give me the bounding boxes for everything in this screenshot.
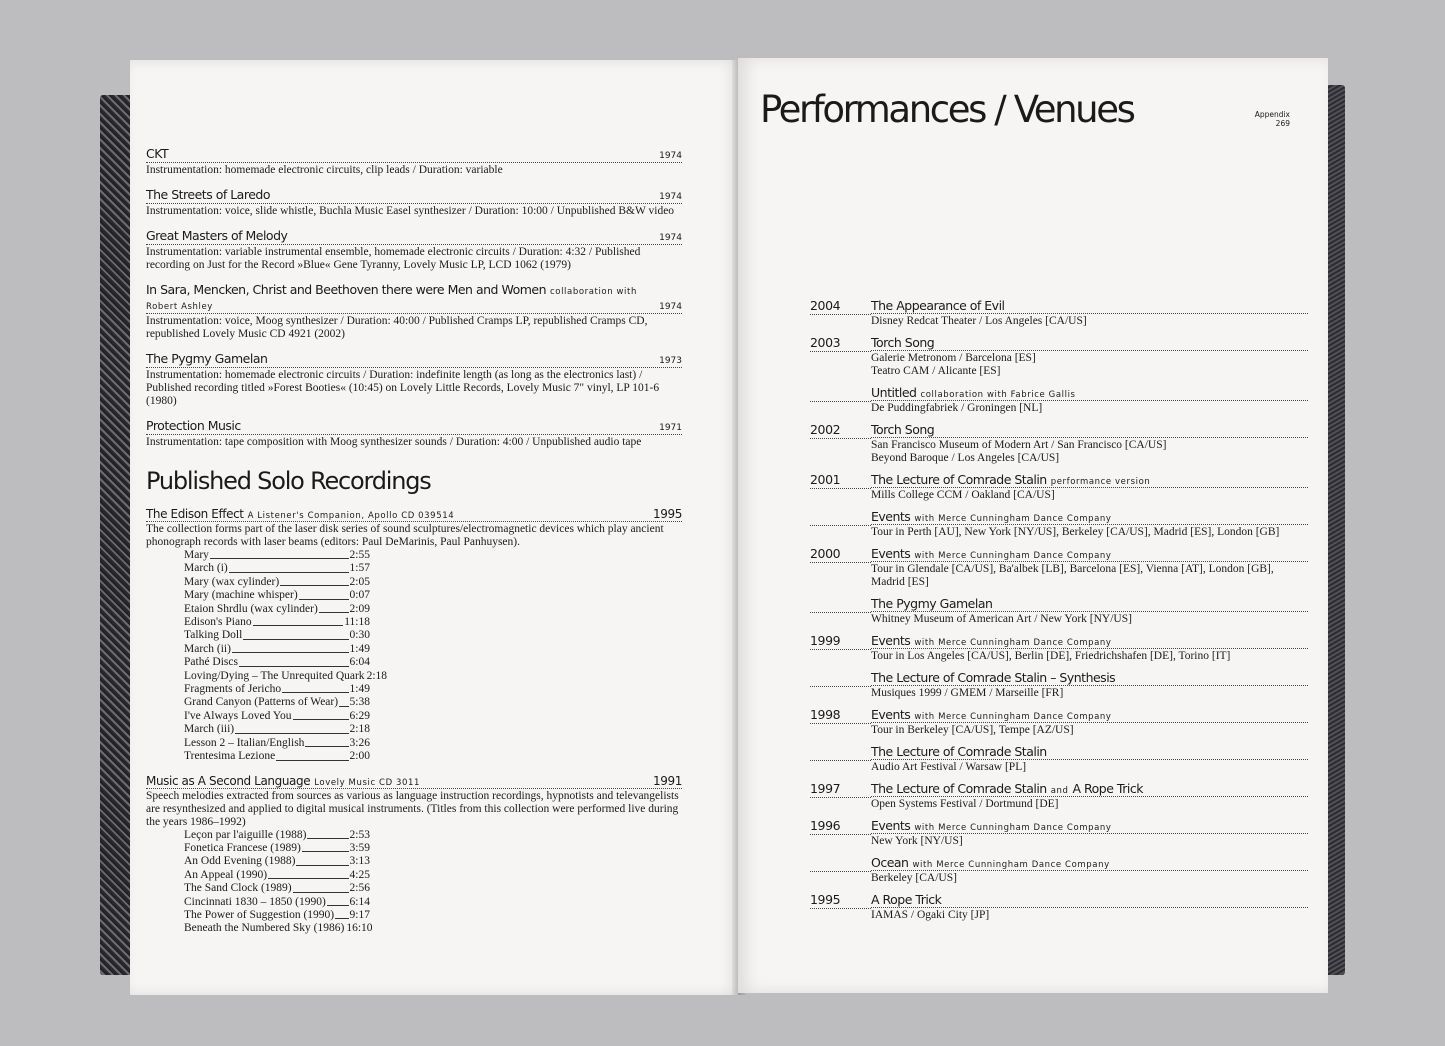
track-leader [307, 829, 348, 839]
track-duration: 1:49 [349, 642, 370, 655]
track-leader [293, 882, 349, 892]
track-duration: 2:05 [349, 575, 370, 588]
performance-year: 1997 [810, 781, 871, 798]
track-name: Loving/Dying – The Unrequited Quark [184, 669, 365, 682]
performance-body [871, 818, 1308, 848]
performance-entry [810, 509, 1308, 539]
performance-year: 1996 [810, 818, 871, 835]
venue-line: Mills College CCM / Oakland [CA/US] [871, 489, 1055, 501]
venue-line: San Francisco Museum of Modern Art / San Francisco [CA/US] [871, 439, 1167, 451]
work-title-group [146, 228, 287, 243]
performance-collab: collaboration with Fabrice Gallis [920, 390, 1076, 400]
track-leader [299, 589, 349, 599]
performance-year: 2003 [810, 335, 871, 352]
track-leader [232, 643, 349, 653]
track-duration: 1:49 [349, 683, 370, 696]
venue-line: Open Systems Festival / Dortmund [DE] [871, 798, 1059, 810]
track-leader [268, 869, 349, 879]
work-title-row [146, 187, 682, 204]
performance-body [871, 707, 1308, 737]
track-name: Fonetica Francese (1989) [184, 841, 301, 854]
performance-title: Torch Song [871, 422, 935, 437]
performance-year [810, 509, 871, 526]
venue-line: Tour in Glendale [CA/US], Ba'albek [LB], Barcelona [ES], Vienna [AT], London [GB], Madrid [ES] [871, 563, 1274, 588]
performance-entry [810, 298, 1308, 328]
track-row [184, 616, 370, 629]
performance-collab: with Merce Cunningham Dance Company [914, 551, 1112, 561]
performance-title: The Lecture of Comrade Stalin – Synthesis [871, 670, 1116, 685]
performance-body [871, 472, 1308, 502]
track-name: The Power of Suggestion (1990) [184, 908, 335, 921]
track-leader [243, 629, 348, 639]
track-name: March (ii) [184, 642, 231, 655]
performance-venues [871, 833, 1308, 848]
venue-line: Beyond Baroque / Los Angeles [CA/US] [871, 452, 1060, 464]
performance-title: Events [871, 633, 911, 648]
recording-entry [146, 507, 682, 764]
track-row [184, 549, 370, 562]
track-name: The Sand Clock (1989) [184, 882, 292, 895]
track-row [184, 589, 370, 602]
performance-entry [810, 385, 1308, 415]
performance-body [871, 670, 1308, 700]
performance-body [871, 509, 1308, 539]
track-duration: 5:38 [349, 696, 370, 709]
track-leader [302, 842, 349, 852]
track-name: Beneath the Numbered Sky (1986) [184, 922, 345, 935]
track-row [184, 710, 370, 723]
venue-line: Musiques 1999 / GMEM / Marseille [FR] [871, 687, 1064, 699]
track-row [184, 562, 370, 575]
recording-title: Music as A Second Language [146, 773, 311, 788]
venue-line: Berkeley [CA/US] [871, 872, 957, 884]
performance-entry [810, 472, 1308, 502]
appendix-label: Appendix [1254, 110, 1290, 119]
performance-venues [871, 524, 1308, 539]
work-year: 1974 [659, 151, 682, 161]
performance-body [871, 855, 1308, 885]
track-leader [319, 603, 349, 613]
performance-year: 2002 [810, 422, 871, 439]
track-row [184, 750, 370, 763]
performance-title: The Lecture of Comrade Stalin [871, 744, 1047, 759]
track-leader [235, 723, 348, 733]
venue-line: IAMAS / Ogaki City [JP] [871, 909, 990, 921]
track-duration: 1:57 [349, 562, 370, 575]
work-entry [146, 187, 682, 218]
performance-body [871, 744, 1308, 774]
track-duration: 2:18 [366, 669, 388, 682]
track-row [184, 855, 370, 868]
track-list [184, 549, 388, 764]
performance-collab: performance version [1050, 477, 1151, 487]
venue-line: Tour in Perth [AU], New York [NY/US], Berkeley [CA/US], Madrid [ES], London [GB] [871, 526, 1280, 538]
left-page [130, 60, 738, 995]
venue-line: Audio Art Festival / Warsaw [PL] [871, 761, 1027, 773]
work-title-row [146, 146, 682, 163]
track-leader [239, 656, 349, 666]
track-leader [253, 616, 344, 626]
recording-description: Speech melodies extracted from sources as various as language instruction recordings, hypnotists and televangelists are resynthesized and applied to digital musical instruments. (Titles from this collection were performed live during the years 1986–1992) [146, 789, 679, 828]
performance-entry [810, 744, 1308, 774]
venue-line: Whitney Museum of American Art / New York [NY/US] [871, 613, 1132, 625]
performance-collab: with Merce Cunningham Dance Company [914, 823, 1112, 833]
recordings-list [146, 507, 682, 936]
track-row [184, 737, 370, 750]
section-title: Published Solo Recordings [146, 467, 431, 495]
track-name: Edison's Piano [184, 616, 252, 629]
performance-title: Events [871, 509, 911, 524]
performance-year: 1999 [810, 633, 871, 650]
performance-title-row [871, 670, 1308, 685]
recording-description: The collection forms part of the laser disk series of sound sculptures/electromagnetic devices which play ancient phonograph records with laser beams (editors: Paul DeMarinis, Paul Panhuysen). [146, 523, 664, 548]
performance-venues [871, 870, 1308, 885]
track-row [184, 869, 370, 882]
track-leader [229, 562, 349, 572]
track-duration: 2:18 [349, 723, 370, 736]
work-description: Instrumentation: variable instrumental ensemble, homemade electronic circuits / Duration: 4:32 / Published recording on Just for the Record »Blue« Gene Tyranny, Lovely Music LP, LCD 1062 (1979) [146, 246, 641, 271]
track-duration: 3:13 [349, 855, 370, 868]
performance-title-row [871, 781, 1308, 796]
performance-year: 1995 [810, 892, 871, 909]
work-title-row [146, 282, 682, 314]
performance-venues [871, 400, 1308, 415]
track-name: I've Always Loved You [184, 709, 292, 722]
track-leader [276, 750, 348, 760]
track-name: An Appeal (1990) [184, 868, 268, 881]
track-row [184, 896, 370, 909]
track-list [184, 828, 373, 936]
track-duration: 6:29 [349, 709, 370, 722]
recording-year: 1991 [653, 773, 682, 788]
track-row [184, 842, 370, 855]
performance-title-row [871, 855, 1308, 870]
work-entry [146, 228, 682, 272]
venue-line: Tour in Berkeley [CA/US], Tempe [AZ/US] [871, 724, 1074, 736]
performance-entry [810, 670, 1308, 700]
performance-title-row [871, 892, 1308, 907]
track-name: Etaion Shrdlu (wax cylinder) [184, 602, 318, 615]
performance-entry [810, 892, 1308, 922]
work-title: The Streets of Laredo [146, 187, 270, 202]
track-duration: 6:04 [349, 656, 370, 669]
work-description: Instrumentation: tape composition with Moog synthesizer sounds / Duration: 4:00 / Unpublished audio tape [146, 436, 642, 448]
work-year: 1974 [659, 192, 682, 202]
track-name: Mary (wax cylinder) [184, 575, 280, 588]
track-row [184, 723, 370, 736]
recording-label: Lovely Music CD 3011 [314, 777, 421, 788]
performance-title: Untitled [871, 385, 917, 400]
performance-entry [810, 633, 1308, 663]
work-title-row [146, 351, 682, 368]
performance-entry [810, 781, 1308, 811]
left-page-content [146, 146, 682, 946]
track-duration: 9:17 [349, 908, 370, 921]
track-name: Pathé Discs [184, 656, 238, 669]
track-row [184, 669, 388, 683]
work-entry [146, 146, 682, 177]
performance-title: Torch Song [871, 335, 935, 350]
performance-venues [871, 648, 1308, 663]
track-name: March (i) [184, 562, 228, 575]
performance-title: The Appearance of Evil [871, 298, 1005, 313]
performance-title: The Pygmy Gamelan [871, 596, 993, 611]
venue-line: Galerie Metronom / Barcelona [ES] [871, 352, 1036, 364]
page-number: 269 [1275, 119, 1290, 128]
work-title-group [146, 187, 270, 202]
performance-title-row [871, 385, 1308, 400]
track-duration: 2:53 [349, 828, 370, 841]
track-row [184, 656, 370, 669]
recording-entry [146, 774, 682, 936]
performance-title-row [871, 818, 1308, 833]
performance-title-row [871, 298, 1308, 313]
track-name: Leçon par l'aiguille (1988) [184, 828, 307, 841]
track-duration: 6:14 [349, 895, 370, 908]
track-name: Mary (machine whisper) [184, 589, 298, 602]
performance-year [810, 855, 871, 872]
track-leader [210, 549, 349, 559]
performance-year [810, 670, 871, 687]
work-title-group [146, 282, 659, 312]
performance-title-row [871, 472, 1308, 487]
track-row [184, 909, 370, 922]
work-entry [146, 282, 682, 341]
work-year: 1974 [659, 302, 682, 312]
performance-venues [871, 796, 1308, 811]
performance-year: 2001 [810, 472, 871, 489]
performance-year [810, 744, 871, 761]
works-list [146, 146, 682, 449]
recording-year: 1995 [653, 507, 682, 521]
work-description: Instrumentation: voice, Moog synthesizer / Duration: 40:00 / Published Cramps LP, republished Cramps CD, republished Lovely Music CD 4921 (2002) [146, 315, 648, 340]
performance-collab: with Merce Cunningham Dance Company [914, 638, 1112, 648]
performance-venues [871, 487, 1308, 502]
track-row [184, 696, 370, 709]
work-year: 1971 [659, 423, 682, 433]
performance-year: 1998 [810, 707, 871, 724]
performance-title-row [871, 422, 1308, 437]
performance-entry [810, 422, 1308, 465]
track-leader [327, 896, 349, 906]
performance-body [871, 546, 1308, 589]
track-leader [296, 855, 348, 865]
performance-title: Events [871, 707, 911, 722]
performances-list [810, 298, 1308, 929]
track-row [184, 629, 370, 642]
track-leader [339, 696, 348, 706]
track-row [184, 643, 370, 656]
right-page [738, 58, 1328, 993]
track-duration: 0:07 [349, 589, 370, 602]
book-edge-left [100, 95, 134, 975]
performance-entry [810, 818, 1308, 848]
page-title: Performances / Venues [760, 88, 1134, 131]
work-title: Protection Music [146, 418, 241, 433]
track-name: Lesson 2 – Italian/English [184, 736, 305, 749]
track-duration: 0:30 [349, 629, 370, 642]
performance-collab: with Merce Cunningham Dance Company [914, 712, 1112, 722]
track-name: Talking Doll [184, 629, 243, 642]
work-title-group [146, 418, 241, 433]
work-description: Instrumentation: voice, slide whistle, Buchla Music Easel synthesizer / Duration: 10:00 / Unpublished B&W video [146, 205, 675, 217]
work-title-row [146, 418, 682, 435]
work-entry [146, 351, 682, 408]
recording-title-row [146, 774, 682, 789]
track-name: An Odd Evening (1988) [184, 855, 296, 868]
performance-entry [810, 335, 1308, 378]
performance-entry [810, 707, 1308, 737]
track-leader [293, 710, 349, 720]
track-duration: 2:56 [349, 882, 370, 895]
work-title-group [146, 351, 267, 366]
performance-title-row [871, 633, 1308, 648]
performance-year [810, 596, 871, 613]
performance-title-row [871, 509, 1308, 524]
work-entry [146, 418, 682, 449]
performance-title: The Lecture of Comrade Stalin [871, 781, 1047, 796]
performance-year [810, 385, 871, 402]
performance-entry [810, 546, 1308, 589]
work-title: In Sara, Mencken, Christ and Beethoven there were Men and Women [146, 282, 547, 297]
venue-line: Tour in Los Angeles [CA/US], Berlin [DE], Friedrichshafen [DE], Torino [IT] [871, 650, 1231, 662]
performance-body [871, 781, 1308, 811]
track-row [184, 683, 370, 696]
page-folio [1255, 110, 1290, 128]
performance-title-row [871, 744, 1308, 759]
performance-title-extra: A Rope Trick [1072, 781, 1143, 796]
track-leader [280, 576, 348, 586]
performance-title-row [871, 707, 1308, 722]
performance-title-row [871, 335, 1308, 350]
performance-venues [871, 313, 1308, 328]
performance-title: Events [871, 818, 911, 833]
track-row [184, 922, 373, 935]
performance-collab: with Merce Cunningham Dance Company [914, 514, 1112, 524]
venue-line: Teatro CAM / Alicante [ES] [871, 365, 1001, 377]
performance-venues [871, 350, 1308, 378]
track-row [184, 576, 370, 589]
track-duration: 16:10 [346, 922, 373, 935]
performance-body [871, 422, 1308, 465]
performance-title-row [871, 546, 1308, 561]
performance-venues [871, 722, 1308, 737]
venue-line: De Puddingfabriek / Groningen [NL] [871, 402, 1043, 414]
performance-venues [871, 561, 1308, 589]
track-row [184, 829, 370, 842]
track-leader [282, 683, 348, 693]
performance-venues [871, 611, 1308, 626]
work-year: 1974 [659, 233, 682, 243]
work-title-group [146, 146, 168, 161]
recording-label: A Listener's Companion, Apollo CD 039514 [247, 511, 455, 521]
performance-title: A Rope Trick [871, 892, 942, 907]
track-duration: 2:00 [349, 750, 370, 763]
work-description: Instrumentation: homemade electronic circuits, clip leads / Duration: variable [146, 164, 503, 176]
work-title: CKT [146, 146, 169, 161]
performance-venues [871, 759, 1308, 774]
track-row [184, 603, 370, 616]
performance-venues [871, 437, 1308, 465]
work-description: Instrumentation: homemade electronic circuits / Duration: indefinite length (as long as the electronics last) / Published recording titled »Forest Booties« (10:45) on Lovely Little Records, Lovely Music 7" vinyl, LP 101-6 (1980) [146, 369, 660, 407]
track-duration: 11:18 [344, 616, 370, 629]
performance-title: The Lecture of Comrade Stalin [871, 472, 1047, 487]
track-name: Cincinnati 1830 – 1850 (1990) [184, 895, 326, 908]
recording-title: The Edison Effect [146, 507, 244, 521]
track-duration: 3:26 [349, 736, 370, 749]
track-name: Grand Canyon (Patterns of Wear) [184, 696, 339, 709]
performance-entry [810, 855, 1308, 885]
performance-body [871, 385, 1308, 415]
track-row [184, 882, 370, 895]
performance-collab: with Merce Cunningham Dance Company [912, 860, 1110, 870]
track-duration: 3:59 [349, 841, 370, 854]
track-duration: 4:25 [349, 868, 370, 881]
venue-line: New York [NY/US] [871, 835, 963, 847]
performance-venues [871, 685, 1308, 700]
recording-title-group [146, 507, 454, 521]
recording-title-group [146, 774, 420, 788]
performance-title-row [871, 596, 1308, 611]
work-collab: collaboration with Robert Ashley [146, 287, 637, 312]
performance-body [871, 892, 1308, 922]
track-duration: 2:55 [349, 549, 370, 561]
track-leader [335, 909, 348, 919]
performance-body [871, 596, 1308, 626]
recording-title-row [146, 507, 682, 522]
performance-year: 2004 [810, 298, 871, 315]
venue-line: Disney Redcat Theater / Los Angeles [CA/US] [871, 315, 1087, 327]
track-name: Mary [184, 549, 209, 561]
performance-body [871, 633, 1308, 663]
performance-title: Events [871, 546, 911, 561]
performance-body [871, 335, 1308, 378]
work-title: Great Masters of Melody [146, 228, 288, 243]
performance-body [871, 298, 1308, 328]
track-name: Trentesima Lezione [184, 750, 276, 763]
performance-year: 2000 [810, 546, 871, 563]
performance-entry [810, 596, 1308, 626]
work-title-row [146, 228, 682, 245]
track-name: March (iii) [184, 723, 235, 736]
track-duration: 2:09 [349, 602, 370, 615]
work-year: 1973 [659, 356, 682, 366]
performance-title: Ocean [871, 855, 909, 870]
work-title: The Pygmy Gamelan [146, 351, 268, 366]
track-name: Fragments of Jericho [184, 683, 282, 696]
performance-venues [871, 907, 1308, 922]
performance-collab: and [1050, 786, 1069, 796]
track-leader [305, 737, 348, 747]
